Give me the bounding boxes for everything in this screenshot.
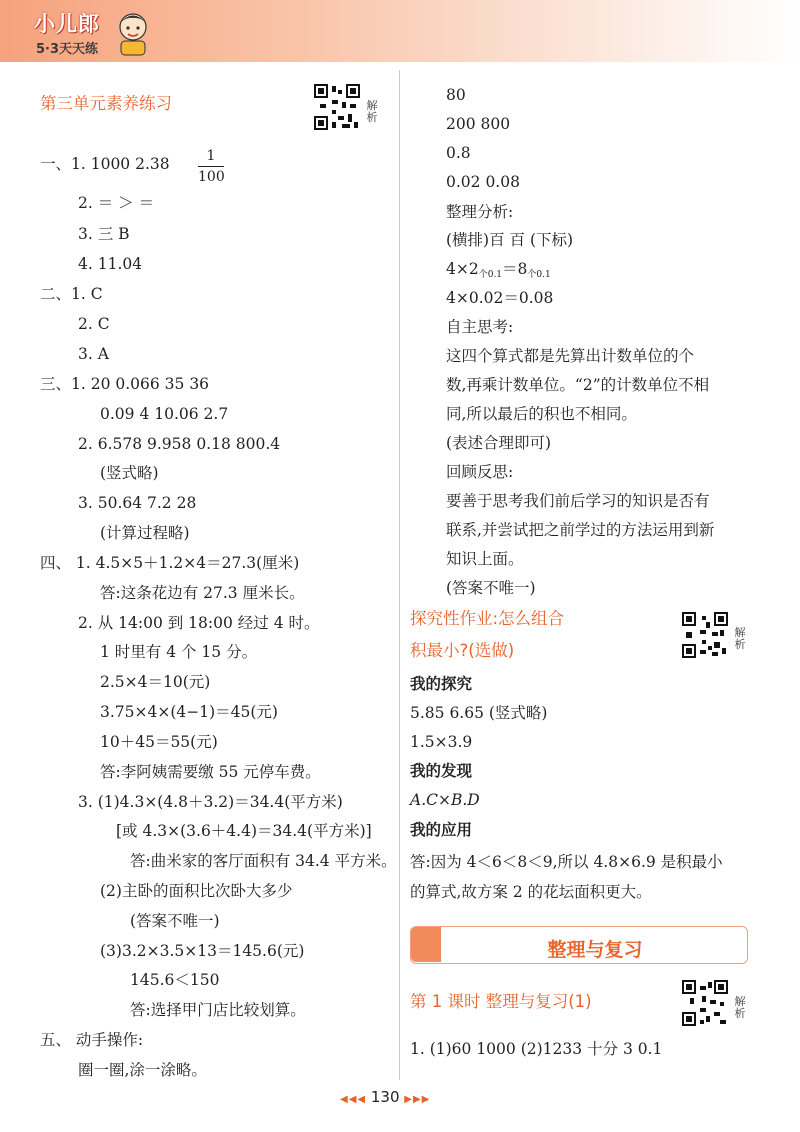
answer-line: 2.5×4＝10(元) [100,673,211,691]
column-divider [399,70,400,1080]
answer-line: 答:这条花边有 27.3 厘米长。 [100,584,305,602]
formula-part: 4×2 [446,260,479,278]
mascot-icon [112,10,154,56]
answer-line: 的算式,故方案 2 的花坛面积更大。 [410,883,652,901]
banner-accent [411,927,441,962]
qr-code-icon[interactable] [314,84,360,130]
answer-line: 0.09 4 10.06 2.7 [100,405,229,423]
answer-line: 答:因为 4＜6＜8＜9,所以 4.8×6.9 是积最小 [410,853,723,871]
answer-line: (表述合理即可) [446,434,552,452]
answer-line: (2)主卧的面积比次卧大多少 [100,882,293,900]
answer-line: 圈一圈,涂一涂略。 [78,1061,207,1079]
explore-title: 积最小?(选做) [410,641,515,660]
answer-line: (答案不唯一) [130,912,220,930]
answer-line: 2. C [78,315,110,333]
answer-line: 2. ＝ ＞ ＝ [78,194,155,212]
subheading: 我的发现 [410,762,473,780]
subheading: 我的应用 [410,821,473,839]
arrows-left-icon: ◀◀◀ [340,1094,367,1105]
qr-label: 解析 [734,626,746,651]
answer-line: 5.85 6.65 (竖式略) [410,704,548,722]
answer-line: 要善于思考我们前后学习的知识是否有 [446,492,710,510]
answer-line: [或 4.3×(3.6＋4.4)＝34.4(平方米)] [116,822,372,840]
answer-line: 3.75×4×(4−1)＝45(元) [100,703,278,721]
answer-line: 二、1. C [40,285,103,303]
answer-line: 自主思考: [446,318,514,336]
answer-line: 4×0.02＝0.08 [446,289,554,307]
answer-line: (横排)百 百 (下标) [446,231,574,249]
answer-line: 一、1. 1000 2.38 [40,155,170,173]
answer-line: 2. 从 14:00 到 18:00 经过 4 时。 [78,614,320,632]
answer-line: 1. (1)60 1000 (2)1233 十分 3 0.1 [410,1040,663,1058]
answer-line: 数,再乘计数单位。“2”的计数单位不相 [446,376,710,394]
answer-line: 2. 6.578 9.958 0.18 800.4 [78,435,281,453]
answer-line: 200 800 [446,115,511,133]
answer-line: 4. 11.04 [78,255,143,273]
answer-line: (答案不唯一) [446,579,536,597]
fraction-denominator: 100 [198,169,225,185]
answer-line: 3. A [78,345,109,363]
answer-line: 四、 1. 4.5×5＋1.2×4＝27.3(厘米) [40,554,300,572]
brand-logo: 小儿郎 [34,12,100,36]
page-number: 130 [370,1088,400,1106]
answer-line: 答:选择甲门店比较划算。 [130,1001,306,1019]
subheading: 我的探究 [410,675,473,693]
qr-label: 解析 [734,995,746,1020]
explore-title: 探究性作业:怎么组合 [410,609,565,628]
answer-line: 3. 50.64 7.2 28 [78,494,197,512]
subscript: 个0.1 [527,270,551,280]
brand-subtitle: 5·3天天练 [36,42,99,57]
qr-code-icon[interactable] [682,612,728,658]
subscript: 个0.1 [478,270,503,280]
answer-line: 回顾反思: [446,463,514,481]
answer-line: (竖式略) [100,464,159,482]
answer-line: 联系,并尝试把之前学过的方法运用到新 [446,521,715,539]
page-footer [340,1088,430,1106]
answer-line: 知识上面。 [446,550,524,568]
arrows-right-icon: ▶▶▶ [404,1094,431,1105]
fraction [198,148,224,185]
answer-line: 0.02 0.08 [446,173,520,191]
answer-line: 3. 三 B [78,225,130,243]
answer-line: 0.8 [446,144,471,162]
answer-line: 五、 动手操作: [40,1031,144,1049]
answer-line: (3)3.2×3.5×13＝145.6(元) [100,942,305,960]
answer-line: 145.6＜150 [130,971,220,989]
fraction-numerator: 1 [206,148,216,164]
answer-line: 1.5×3.9 [410,733,473,751]
formula-part: ＝8 [502,260,528,278]
answer-line: 1 时里有 4 个 15 分。 [100,643,258,661]
formula-line [446,262,551,280]
answer-line: 三、1. 20 0.066 35 36 [40,375,210,393]
answer-line: 3. (1)4.3×(4.8＋3.2)＝34.4(平方米) [78,793,343,811]
answer-line: 这四个算式都是先算出计数单位的个 [446,347,695,365]
answer-line: 答:李阿姨需要缴 55 元停车费。 [100,763,321,781]
answer-line: 整理分析: [446,203,514,221]
qr-label: 解析 [366,99,378,124]
answer-line: (计算过程略) [100,524,190,542]
banner-title: 整理与复习 [547,939,643,961]
qr-code-icon[interactable] [682,980,728,1026]
lesson-title: 第 1 课时 整理与复习(1) [410,992,592,1011]
answer-line: A.C×B.D [410,791,480,809]
section-title: 第三单元素养练习 [40,94,172,113]
answer-line: 80 [446,86,466,104]
answer-line: 同,所以最后的积也不相同。 [446,405,637,423]
section-banner [410,926,748,964]
answer-line: 答:曲米家的客厅面积有 34.4 平方米。 [130,852,397,870]
answer-line: 10＋45＝55(元) [100,733,218,751]
